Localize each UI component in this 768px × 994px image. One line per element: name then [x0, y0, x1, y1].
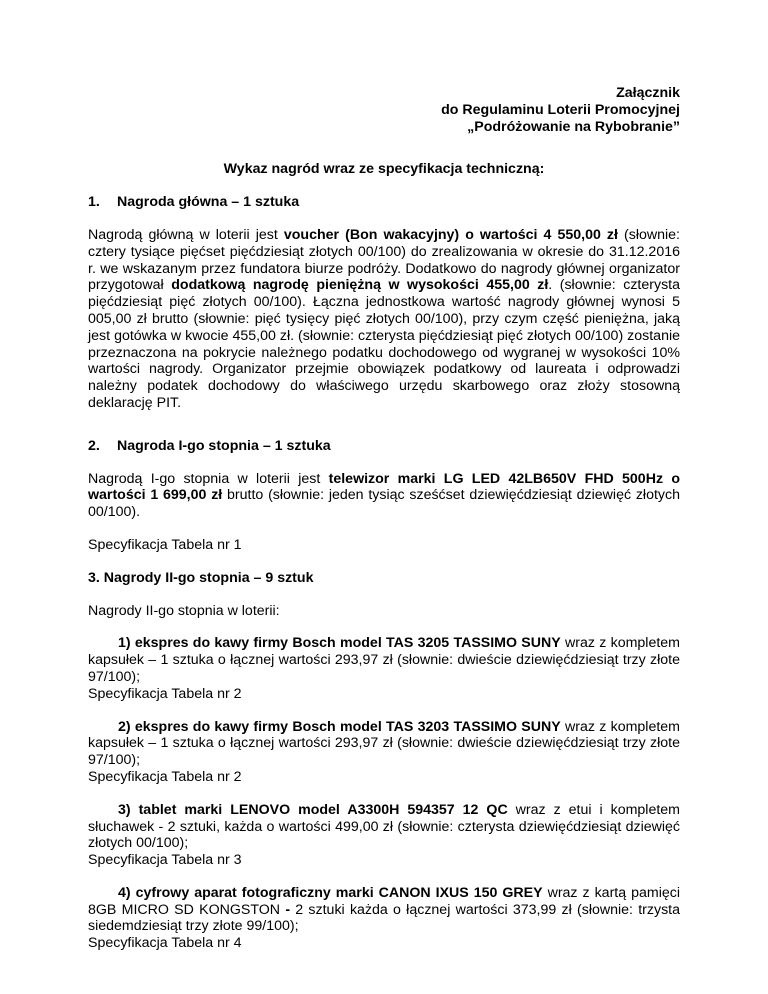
list-title: Wykaz nagród wraz ze specyfikacja techniczną:	[223, 161, 545, 178]
item-3-title: 3) tablet marki LENOVO model A3300H 594357 12 QC	[118, 801, 508, 818]
header-line-3: „Podróżowanie na Rybobranie”	[467, 118, 680, 135]
prize-item-3	[88, 802, 680, 852]
section-2-spec: Specyfikacja Tabela nr 1	[88, 536, 242, 553]
item-4-memory-card: wraz z kartą pamięci 8GB MICRO SD KONGSTON	[88, 884, 680, 918]
item-1-text: wraz z kompletem kapsułek – 1 sztuka o łącznej wartości 293,97 zł (słownie: dwieście dziewięćdziesiąt trzy złote 97/100);	[88, 635, 680, 685]
s2-text-2: brutto (słownie: jeden tysiąc sześćset dziewięćdziesiąt dziewięć złotych 00/100).	[88, 487, 680, 521]
item-2-spec: Specyfikacja Tabela nr 2	[88, 768, 242, 785]
prize-item-1	[88, 635, 680, 685]
item-3-text: wraz z etui i kompletem słuchawek - 2 sztuki, każda o wartości 499,00 zł (słownie: czterysta dziewięćdziesiąt dziewięć złotych 00/100);	[88, 801, 680, 852]
section-1-paragraph	[88, 227, 680, 412]
s1-text-2: (słownie: cztery tysiące pięćset pięćdziesiąt złotych 00/100) do zrealizowania w okresie do 31.12.2016 r. we wskazanym przez fundatora biurze podróży. Dodatkowo do nagrody głównej organizator przygotował	[88, 226, 680, 294]
section-2-number: 2.	[88, 437, 100, 454]
item-3-spec: Specyfikacja Tabela nr 3	[88, 852, 242, 869]
s1-text-1: Nagrodą główną w loterii jest	[88, 226, 284, 243]
attachment-header	[88, 85, 680, 135]
header-line-1: Załącznik	[616, 85, 680, 101]
section-1-title: Nagroda główna – 1 sztuka	[117, 194, 300, 211]
document-page	[88, 85, 680, 952]
s2-tv-prize: telewizor marki LG LED 42LB650V FHD 500Hz o wartości 1 699,00 zł	[88, 470, 680, 504]
item-4-dash: -	[285, 901, 291, 918]
section-3-intro: Nagrody II-go stopnia w loterii:	[88, 602, 280, 619]
section-1-heading	[88, 194, 680, 211]
item-4-text: 2 sztuki każda o łącznej wartości 373,99 zł (słownie: trzysta siedemdziesiąt trzy złote 99/100);	[88, 901, 681, 935]
section-1-number: 1.	[88, 194, 100, 211]
prize-item-4	[88, 885, 680, 935]
header-line-2: do Regulaminu Loterii Promocyjnej	[441, 101, 680, 118]
s1-text-3: . (słownie: czterysta pięćdziesiąt pięć złotych 00/100). Łączna jednostkowa wartość nagrody głównej wynosi 5 005,00 zł brutto (słownie: pięć tysięcy pięć złotych 00/100), przy czym część pieniężna, jaką jest gotówka w kwocie 455,00 zł. (słownie: czterysta pięćdziesiąt pięć złotych 00/100) zostanie przeznaczona na pokrycie należnego podatku dochodowego od wygranej w wysokości 10% wartości nagrody. Organizator przejmie obowiązek podatkowy od laureata i odprowadzi należny podatek dochodowy do właściwego urzędu skarbowego oraz złoży stosowną deklarację PIT.	[88, 277, 681, 411]
prize-item-2	[88, 719, 680, 769]
section-2-title: Nagroda I-go stopnia – 1 sztuka	[117, 437, 331, 454]
section-2-heading	[88, 438, 680, 455]
item-1-title: 1) ekspres do kawy firmy Bosch model TAS 3205 TASSIMO SUNY	[118, 635, 561, 652]
section-2-paragraph	[88, 471, 680, 521]
s1-cash-prize: dodatkową nagrodę pieniężną w wysokości 455,00 zł	[171, 277, 549, 294]
item-4-spec: Specyfikacja Tabela nr 4	[88, 935, 242, 952]
s2-text-1: Nagrodą I-go stopnia w loterii jest	[88, 470, 329, 487]
section-3-heading: 3. Nagrody II-go stopnia – 9 sztuk	[88, 569, 314, 586]
item-2-title: 2) ekspres do kawy firmy Bosch model TAS 3203 TASSIMO SUNY	[118, 718, 561, 735]
item-1-spec: Specyfikacja Tabela nr 2	[88, 685, 242, 702]
s1-voucher-value: voucher (Bon wakacyjny) o wartości 4 550,00 zł	[283, 226, 618, 243]
item-4-title: 4) cyfrowy aparat fotograficzny marki CANON IXUS 150 GREY	[118, 884, 543, 901]
item-2-text: wraz z kompletem kapsułek – 1 sztuka o łącznej wartości 293,97 zł (słownie: dwieście dziewięćdziesiąt trzy złote 97/100);	[88, 718, 680, 769]
